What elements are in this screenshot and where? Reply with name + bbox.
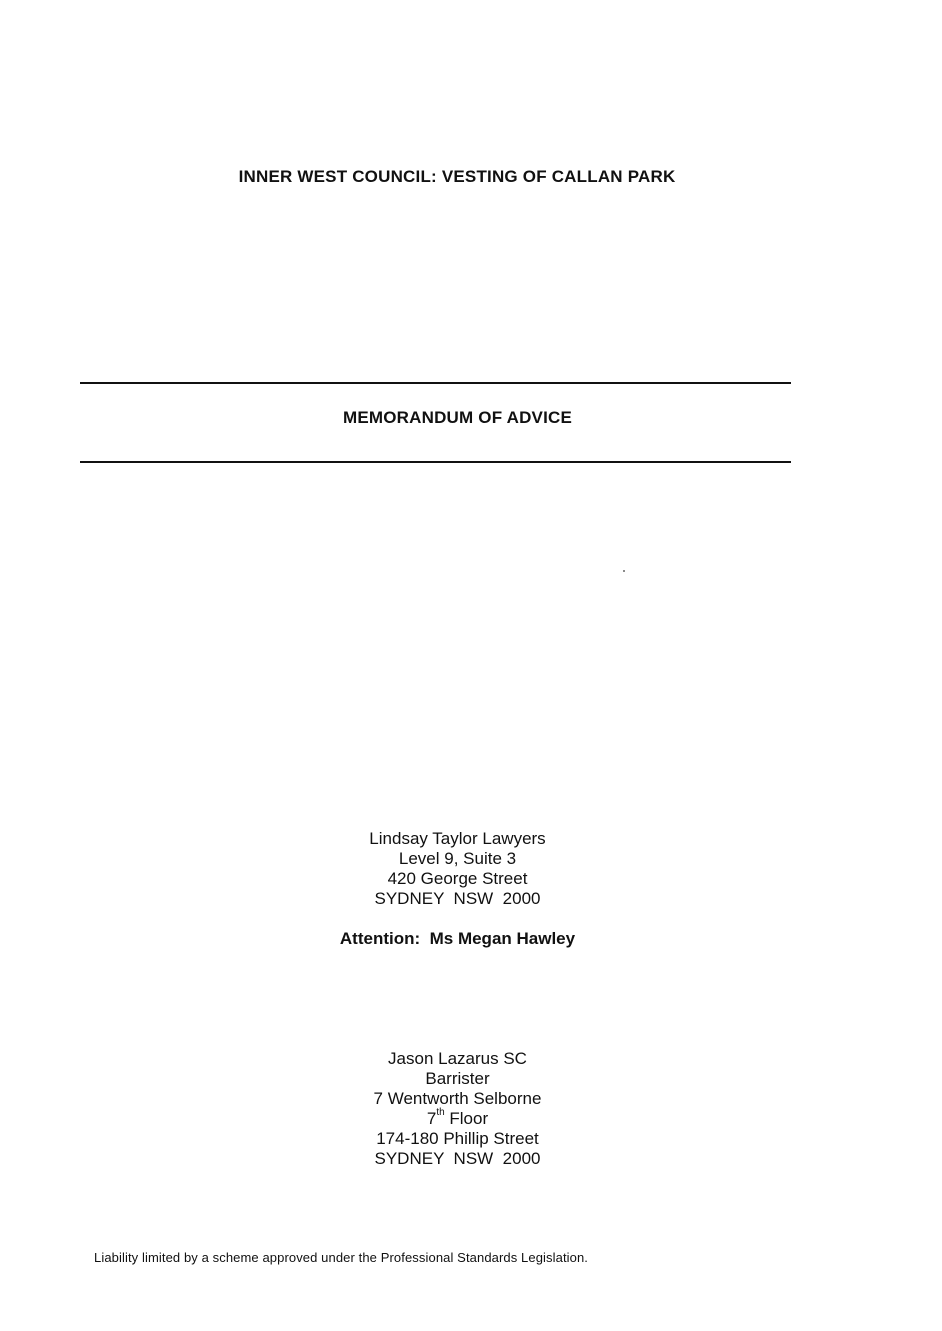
author-name: Jason Lazarus SC bbox=[388, 1049, 527, 1068]
recipient-address bbox=[0, 829, 915, 909]
recipient-street: 420 George Street bbox=[387, 869, 528, 888]
floor-suffix: th bbox=[436, 1107, 445, 1119]
author-address bbox=[0, 1049, 915, 1169]
top-divider bbox=[80, 382, 791, 384]
recipient-city: SYDNEY NSW 2000 bbox=[374, 889, 541, 908]
floor-number: 7 bbox=[426, 1109, 437, 1128]
recipient-level: Level 9, Suite 3 bbox=[398, 849, 517, 868]
liability-footer: Liability limited by a scheme approved under the Professional Standards Legislation. bbox=[94, 1250, 589, 1265]
author-floor bbox=[0, 1109, 915, 1129]
author-chambers: 7 Wentworth Selborne bbox=[373, 1089, 542, 1108]
attention-line: Attention: Ms Megan Hawley bbox=[339, 929, 576, 948]
bottom-divider bbox=[80, 461, 791, 463]
document-title: INNER WEST COUNCIL: VESTING OF CALLAN PARK bbox=[238, 167, 676, 186]
author-city: SYDNEY NSW 2000 bbox=[374, 1149, 541, 1168]
scan-speck bbox=[623, 570, 625, 572]
document-subtitle: MEMORANDUM OF ADVICE bbox=[342, 408, 573, 427]
floor-word: Floor bbox=[444, 1109, 489, 1128]
recipient-firm: Lindsay Taylor Lawyers bbox=[369, 829, 546, 848]
author-role: Barrister bbox=[425, 1069, 490, 1088]
author-street: 174-180 Phillip Street bbox=[376, 1129, 539, 1148]
